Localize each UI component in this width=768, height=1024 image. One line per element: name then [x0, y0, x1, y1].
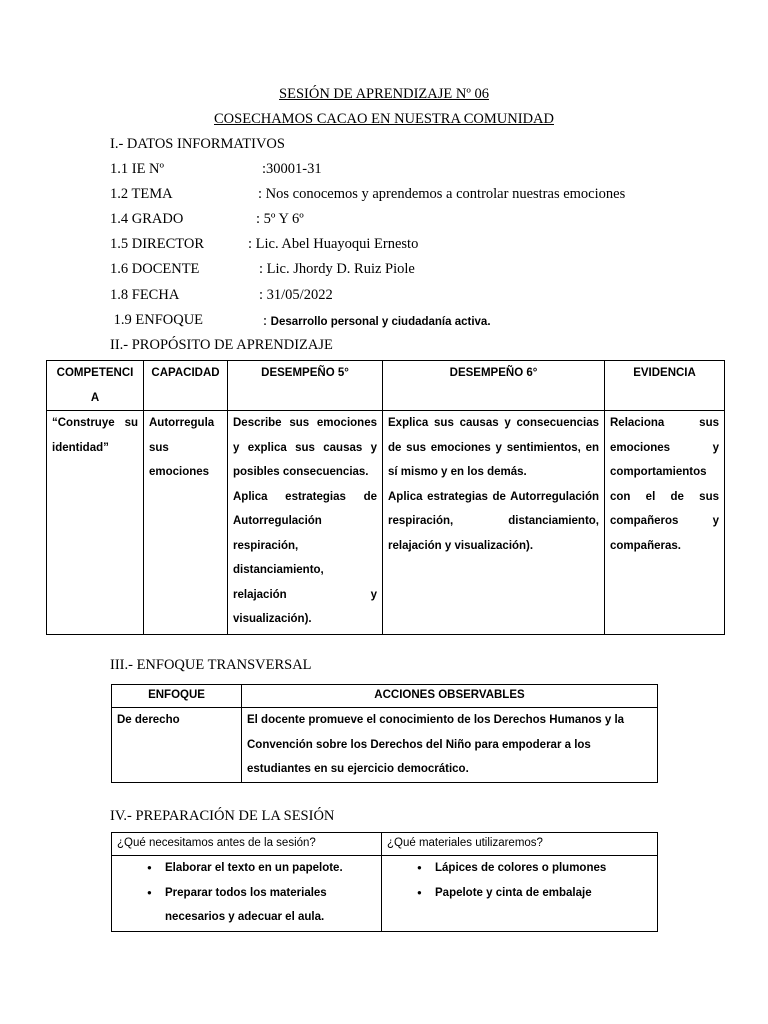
proposito-header-row — [47, 361, 725, 411]
info-label-fecha: 1.8 FECHA — [110, 287, 180, 303]
enfoque-text: Desarrollo personal y ciudadanía activa. — [270, 316, 491, 328]
header-desempeno5: DESEMPEÑO 5° — [228, 361, 383, 411]
page-title: COSECHAMOS CACAO EN NUESTRA COMUNIDAD — [214, 111, 554, 127]
preparacion-header-row — [112, 833, 658, 856]
info-label-grado: 1.4 GRADO — [110, 211, 184, 227]
list-item: ● Lápices de colores o plumones — [387, 856, 652, 881]
cell-antes — [112, 856, 382, 932]
header-acciones: ACCIONES OBSERVABLES — [242, 685, 658, 708]
enfoque-table — [111, 684, 658, 783]
header-enfoque: ENFOQUE — [112, 685, 242, 708]
info-label-ie: 1.1 IE Nº — [110, 161, 165, 177]
info-value-tema: : Nos conocemos y aprendemos a controlar nuestras emociones — [258, 186, 626, 202]
section-preparacion-heading: IV.- PREPARACIÓN DE LA SESIÓN — [110, 808, 335, 824]
proposito-table — [46, 360, 725, 635]
header-competencia: COMPETENCIA — [47, 361, 144, 411]
section-datos-heading: I.- DATOS INFORMATIVOS — [110, 136, 285, 152]
desempeno5-line-1: Describe sus emociones y explica sus causas y posibles consecuencias. — [233, 417, 377, 478]
desempeno6-line-1: Explica sus causas y consecuencias de sus emociones y sentimientos, en sí mismo y en los demás. — [388, 417, 599, 478]
cell-desempeno5 — [228, 411, 383, 635]
section-proposito-heading: II.- PROPÓSITO DE APRENDIZAJE — [110, 337, 333, 353]
header-desempeno6: DESEMPEÑO 6° — [383, 361, 605, 411]
header-evidencia: EVIDENCIA — [605, 361, 725, 411]
info-label-tema: 1.2 TEMA — [110, 186, 173, 202]
list-item: ● Elaborar el texto en un papelote. — [117, 856, 376, 881]
cell-evidencia: Relaciona sus emociones y comportamientos con el de sus compañeros y compañeras. — [605, 411, 725, 635]
info-value-ie: :30001-31 — [262, 161, 322, 177]
cell-competencia: “Construye su identidad” — [47, 411, 144, 635]
header-capacidad: CAPACIDAD — [144, 361, 228, 411]
info-label-enfoque: 1.9 ENFOQUE — [110, 312, 204, 328]
section-enfoque-heading: III.- ENFOQUE TRANSVERSAL — [110, 657, 312, 673]
info-value-director: : Lic. Abel Huayoqui Ernesto — [248, 236, 419, 252]
session-number: SESIÓN DE APRENDIZAJE Nº 06 — [279, 86, 489, 102]
desempeno5-line-2: Aplica estrategias de Autorregulación respiración, distanciamiento, relajación y visualización). — [233, 490, 377, 625]
desempeno6-line-2: Aplica estrategias de Autorregulación respiración, distanciamiento, relajación y visualización). — [388, 490, 599, 552]
info-value-fecha: : 31/05/2022 — [259, 287, 333, 303]
cell-acciones: El docente promueve el conocimiento de los Derechos Humanos y la Convención sobre los Derechos del Niño para empoderar a los estudiantes en su ejercicio democrático. — [242, 708, 658, 783]
antes-list — [117, 856, 376, 930]
header-materiales: ¿Qué materiales utilizaremos? — [382, 833, 658, 856]
list-item: ● Preparar todos los materiales necesarios y adecuar el aula. — [117, 881, 376, 930]
enfoque-data-row — [112, 708, 658, 783]
preparacion-data-row — [112, 856, 658, 932]
info-label-director: 1.5 DIRECTOR — [110, 236, 204, 252]
info-value-docente: : Lic. Jhordy D. Ruiz Piole — [259, 261, 415, 277]
header-antes: ¿Qué necesitamos antes de la sesión? — [112, 833, 382, 856]
info-label-docente: 1.6 DOCENTE — [110, 261, 200, 277]
materiales-list — [387, 856, 652, 905]
cell-materiales — [382, 856, 658, 932]
enfoque-header-row — [112, 685, 658, 708]
cell-capacidad: Autorregula sus emociones — [144, 411, 228, 635]
cell-desempeno6 — [383, 411, 605, 635]
info-value-grado: : 5º Y 6º — [256, 211, 304, 227]
proposito-data-row — [47, 411, 725, 635]
preparacion-table — [111, 832, 658, 932]
cell-enfoque: De derecho — [112, 708, 242, 783]
info-value-enfoque: : Desarrollo personal y ciudadanía activa. — [263, 313, 491, 329]
list-item: ● Papelote y cinta de embalaje — [387, 881, 652, 906]
